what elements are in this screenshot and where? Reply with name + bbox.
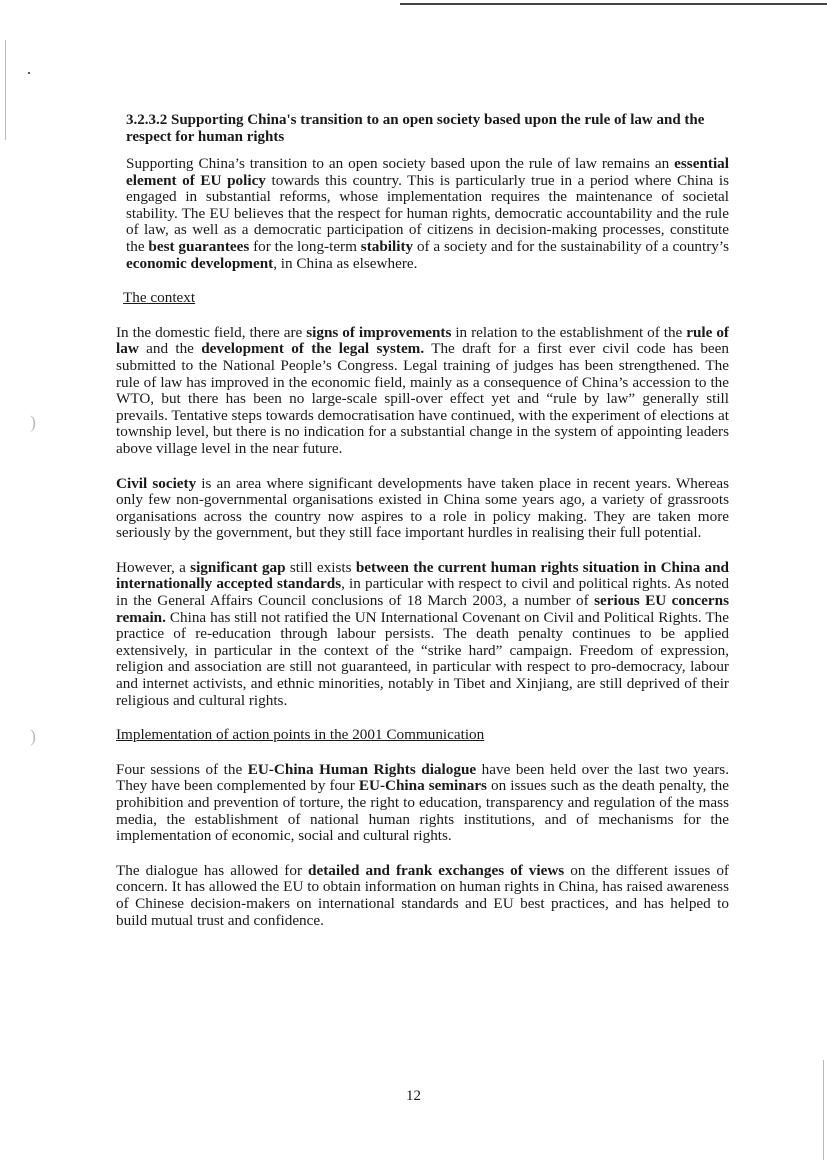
text-run: on issues such as the death penalty, the prohibition and prevention of torture, the right to education, transparency and regulation of the mass media, the establishment of national human rights institutions, and of mechanisms for the implementation of economic, social and cultural rights. bbox=[116, 777, 729, 845]
section-heading: 3.2.3.2 Supporting China's transition to an open society based upon the rule of law and the respect for human rights bbox=[126, 112, 705, 145]
intro-paragraph bbox=[126, 156, 729, 272]
text-run: is an area where significant developments have taken place in recent years. Whereas only few non-governmental organisations existed in China some years ago, a variety of grassroots organisations across the country now aspires to a role in policy making. They are taken more seriously by the government, but they still face important hurdles in realising their full potential. bbox=[116, 474, 730, 542]
text-run: of a society and for the sustainability of a country’s bbox=[413, 237, 730, 255]
subheading-context: The context bbox=[123, 289, 196, 307]
text-run: The draft for a first ever civil code has been submitted to the National People’s Congress. Legal training of judges has been strengthened. The rule of law has improved in the economic field, mainly as a consequence of China’s accession to the WTO, but there has been no large-scale spill-over effect yet and “rule by law” generally still prevails. Tentative steps towards democratisation have continued, with the experiment of elections at township level, but there is no indication for a substantial change in the system of appointing leaders above village level in the near future. bbox=[116, 340, 729, 457]
text-run: on the different issues of concern. It has allowed the EU to obtain information on human rights in China, has raised awareness of Chinese decision-makers on international standards and EU best practices, and has helped to build mutual trust and confidence. bbox=[116, 861, 729, 929]
bold-run: development of the legal system. bbox=[201, 340, 425, 358]
text-run: towards this country. This is particularly true in a period where China is engaged in substantial reforms, whose implementation requires the maintenance of societal stability. The EU believes that the respect for human rights, democratic accountability and the rule of law, as well as a democratic participation of citizens in decision-making processes, constitute the bbox=[126, 171, 729, 255]
bold-run: between the current human rights situation in China and internationally accepted standards bbox=[116, 558, 730, 593]
scan-right-edge bbox=[823, 1060, 824, 1160]
scan-top-rule bbox=[400, 3, 827, 5]
text-run: , in particular with respect to civil and political rights. As noted in the General Affairs Council conclusions of 18 March 2003, a number of bbox=[116, 575, 729, 610]
bold-run: best guarantees bbox=[148, 237, 250, 255]
bold-run: EU-China Human Rights dialogue bbox=[247, 760, 477, 778]
bold-run: economic development bbox=[126, 254, 274, 272]
bold-run: EU-China seminars bbox=[358, 777, 487, 795]
text-run: Four sessions of the bbox=[116, 760, 248, 778]
bold-run: rule of law bbox=[116, 323, 729, 358]
text-run: in relation to the establishment of the bbox=[451, 323, 687, 341]
scan-left-edge bbox=[5, 40, 6, 140]
text-run: China has still not ratified the UN International Covenant on Civil and Political Rights. The practice of re-education through labour persists. The death penalty continues to be applied extensively, in particular in the context of the “strike hard” campaign. Freedom of expression, religion and association are still not guaranteed, in particular with respect to pro-democracy, labour and internet activists, and ethnic minorities, notably in Tibet and Xinjiang, are still deprived of their religious and cultural rights. bbox=[116, 608, 729, 709]
text-run: , in China as elsewhere. bbox=[273, 254, 418, 272]
scan-speck bbox=[28, 72, 30, 74]
page-number: 12 bbox=[406, 1088, 421, 1104]
punch-hole-mark: ) bbox=[30, 726, 36, 746]
implementation-paragraph-1 bbox=[116, 762, 729, 845]
text-run: have been held over the last two years. They have been complemented by four bbox=[116, 760, 729, 795]
context-paragraph-2 bbox=[116, 476, 729, 542]
implementation-paragraph-2 bbox=[116, 863, 729, 929]
text-run: still exists bbox=[285, 558, 356, 576]
punch-hole-mark: ) bbox=[30, 412, 36, 432]
bold-run: Civil society bbox=[116, 474, 197, 492]
bold-run: essential element of EU policy bbox=[126, 155, 729, 189]
bold-run: serious EU concerns remain. bbox=[116, 592, 730, 626]
bold-run: significant gap bbox=[190, 558, 286, 576]
context-paragraph-1 bbox=[116, 325, 729, 458]
text-run: The dialogue has allowed for bbox=[116, 861, 309, 879]
document-body bbox=[116, 112, 729, 947]
bold-run: stability bbox=[360, 237, 414, 255]
bold-run: signs of improvements bbox=[306, 323, 452, 341]
text-run: Supporting China’s transition to an open society based upon the rule of law remains an bbox=[126, 155, 675, 172]
text-run: However, a bbox=[116, 558, 191, 576]
subheading-implementation: Implementation of action points in the 2001 Communication bbox=[116, 726, 485, 744]
text-run: for the long-term bbox=[249, 237, 361, 255]
context-paragraph-3 bbox=[116, 560, 729, 709]
text-run: In the domestic field, there are bbox=[116, 323, 307, 341]
bold-run: detailed and frank exchanges of views bbox=[308, 861, 565, 879]
text-run: and the bbox=[138, 340, 202, 358]
